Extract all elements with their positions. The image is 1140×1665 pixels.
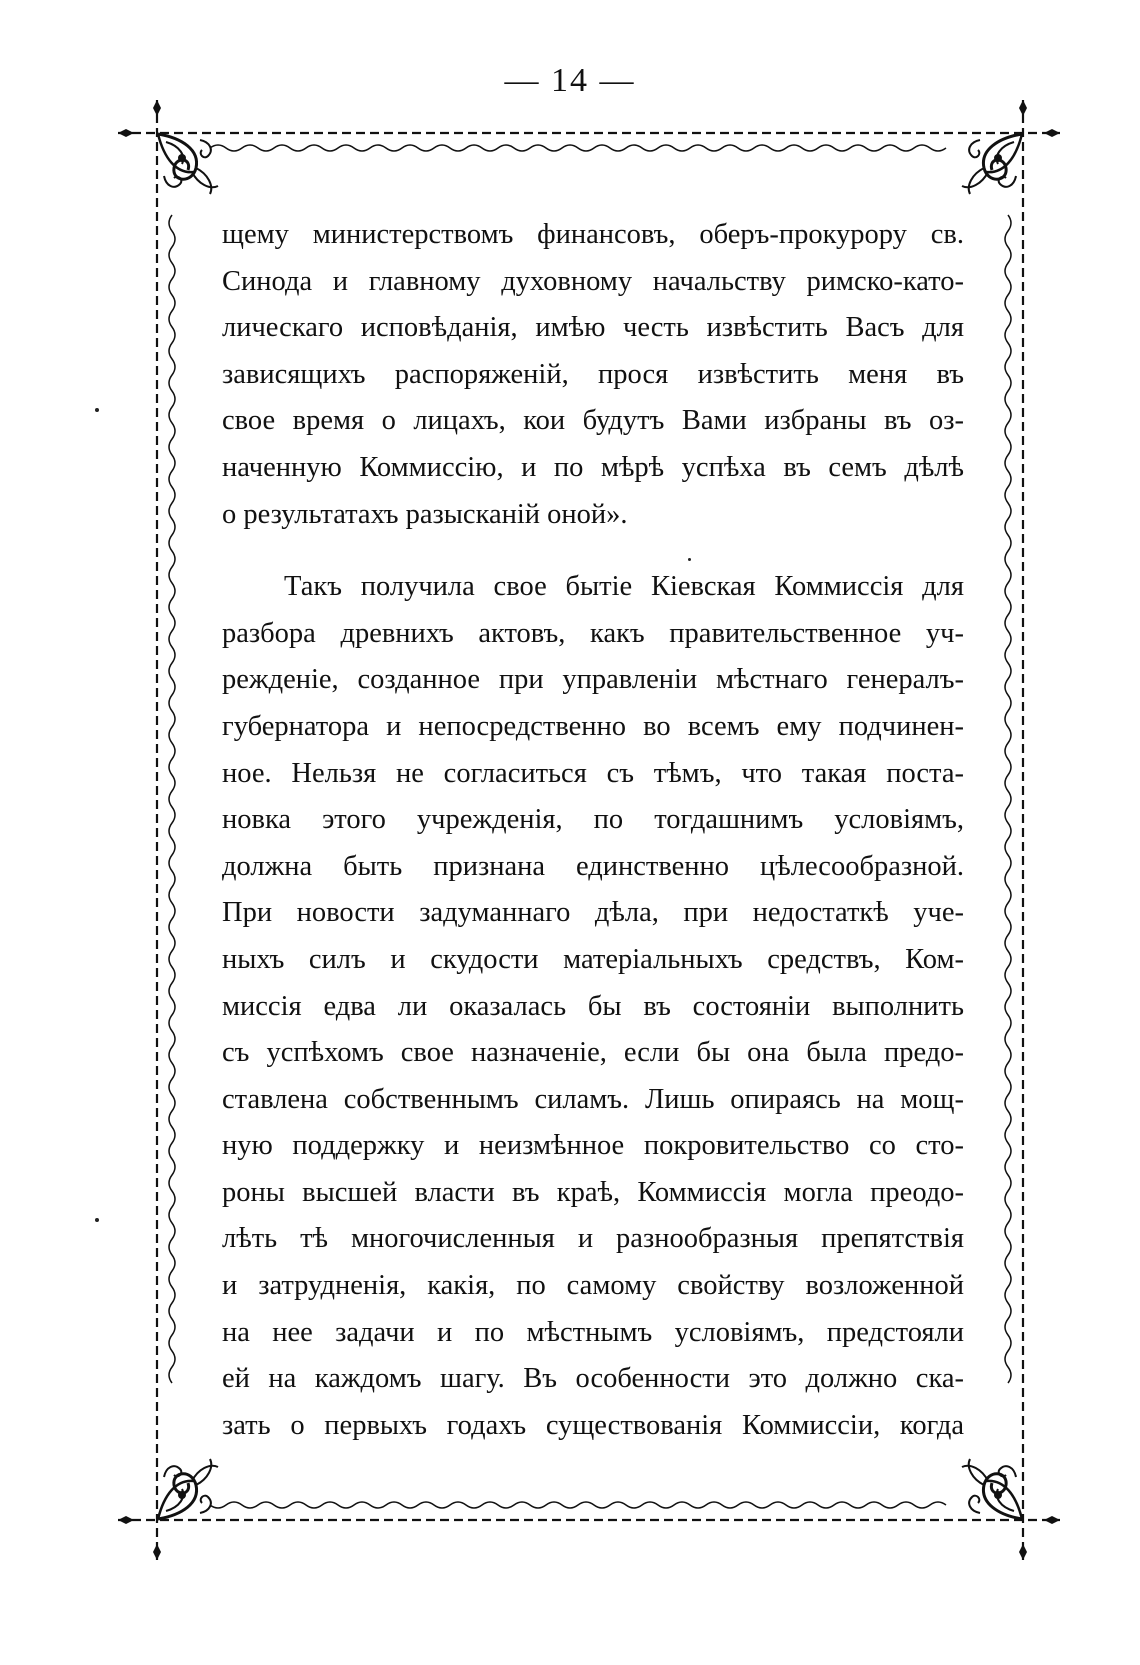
- text-line: При новости задуманнаго дѣла, при недостаткѣ уче-: [222, 897, 964, 929]
- corner-ornament-top-left: [158, 134, 218, 194]
- page-number: — 14 —: [504, 62, 636, 99]
- paragraph-1: [222, 212, 964, 538]
- text-line: зависящихъ распоряженій, прося извѣстить меня въ: [222, 358, 964, 390]
- text-line: ное. Нельзя не согласиться съ тѣмъ, что такая поста-: [222, 757, 964, 789]
- text-line: губернатора и непосредственно во всемъ ему подчинен-: [222, 710, 964, 742]
- text-line: новка этого учрежденія, по тогдашнимъ условіямъ,: [222, 804, 964, 836]
- corner-ornament-top-right: [962, 134, 1022, 194]
- text-line: съ успѣхомъ свое назначеніе, если бы она была предо-: [222, 1037, 964, 1069]
- text-line: Такъ получила свое бытіе Кіевская Коммиссія для: [284, 571, 964, 603]
- paragraph-2: [222, 564, 964, 1449]
- text-line: лѣть тѣ многочисленныя и разнообразныя препятствія: [222, 1223, 964, 1255]
- text-line: ныхъ силъ и скудости матеріальныхъ средствъ, Ком-: [222, 943, 964, 975]
- text-line: о результатахъ разысканій оной».: [222, 498, 628, 530]
- text-line: на нее задачи и по мѣстнымъ условіямъ, предстояли: [222, 1316, 964, 1348]
- print-speck: [95, 1218, 99, 1222]
- print-speck: [688, 558, 691, 561]
- corner-ornament-bottom-right: [962, 1459, 1022, 1519]
- paragraph-spacer: [222, 538, 964, 564]
- text-line: разбора древнихъ актовъ, какъ правительственное уч-: [222, 617, 964, 649]
- text-line: ей на каждомъ шагу. Въ особенности это должно ска-: [222, 1363, 964, 1395]
- print-speck: [95, 408, 99, 412]
- text-line: режденіе, созданное при управленіи мѣстнаго генералъ-: [222, 664, 964, 696]
- text-line: наченную Коммиссію, и по мѣрѣ успѣха въ семъ дѣлѣ: [222, 451, 964, 483]
- text-line: Синода и главному духовному начальству римско-като-: [222, 265, 964, 297]
- body-text: [222, 212, 964, 1449]
- text-line: должна быть признана единственно цѣлесообразной.: [222, 850, 964, 882]
- text-line: щему министерствомъ финансовъ, оберъ-прокурору св.: [222, 219, 964, 250]
- text-line: свое время о лицахъ, кои будутъ Вами избраны въ оз-: [222, 405, 964, 437]
- text-line: и затрудненія, какія, по самому свойству возложенной: [222, 1270, 964, 1302]
- text-line: зать о первыхъ годахъ существованія Коммиссіи, когда: [222, 1409, 964, 1441]
- text-line: миссія едва ли оказалась бы въ состояніи выполнить: [222, 990, 964, 1022]
- text-line: ставлена собственнымъ силамъ. Лишь опираясь на мощ-: [222, 1083, 964, 1115]
- text-line: ную поддержку и неизмѣнное покровительство со сто-: [222, 1130, 964, 1162]
- text-line: лическаго исповѣданія, имѣю честь извѣстить Васъ для: [222, 312, 964, 344]
- text-line: роны высшей власти въ краѣ, Коммиссія могла преодо-: [222, 1176, 964, 1208]
- corner-ornament-bottom-left: [158, 1459, 218, 1519]
